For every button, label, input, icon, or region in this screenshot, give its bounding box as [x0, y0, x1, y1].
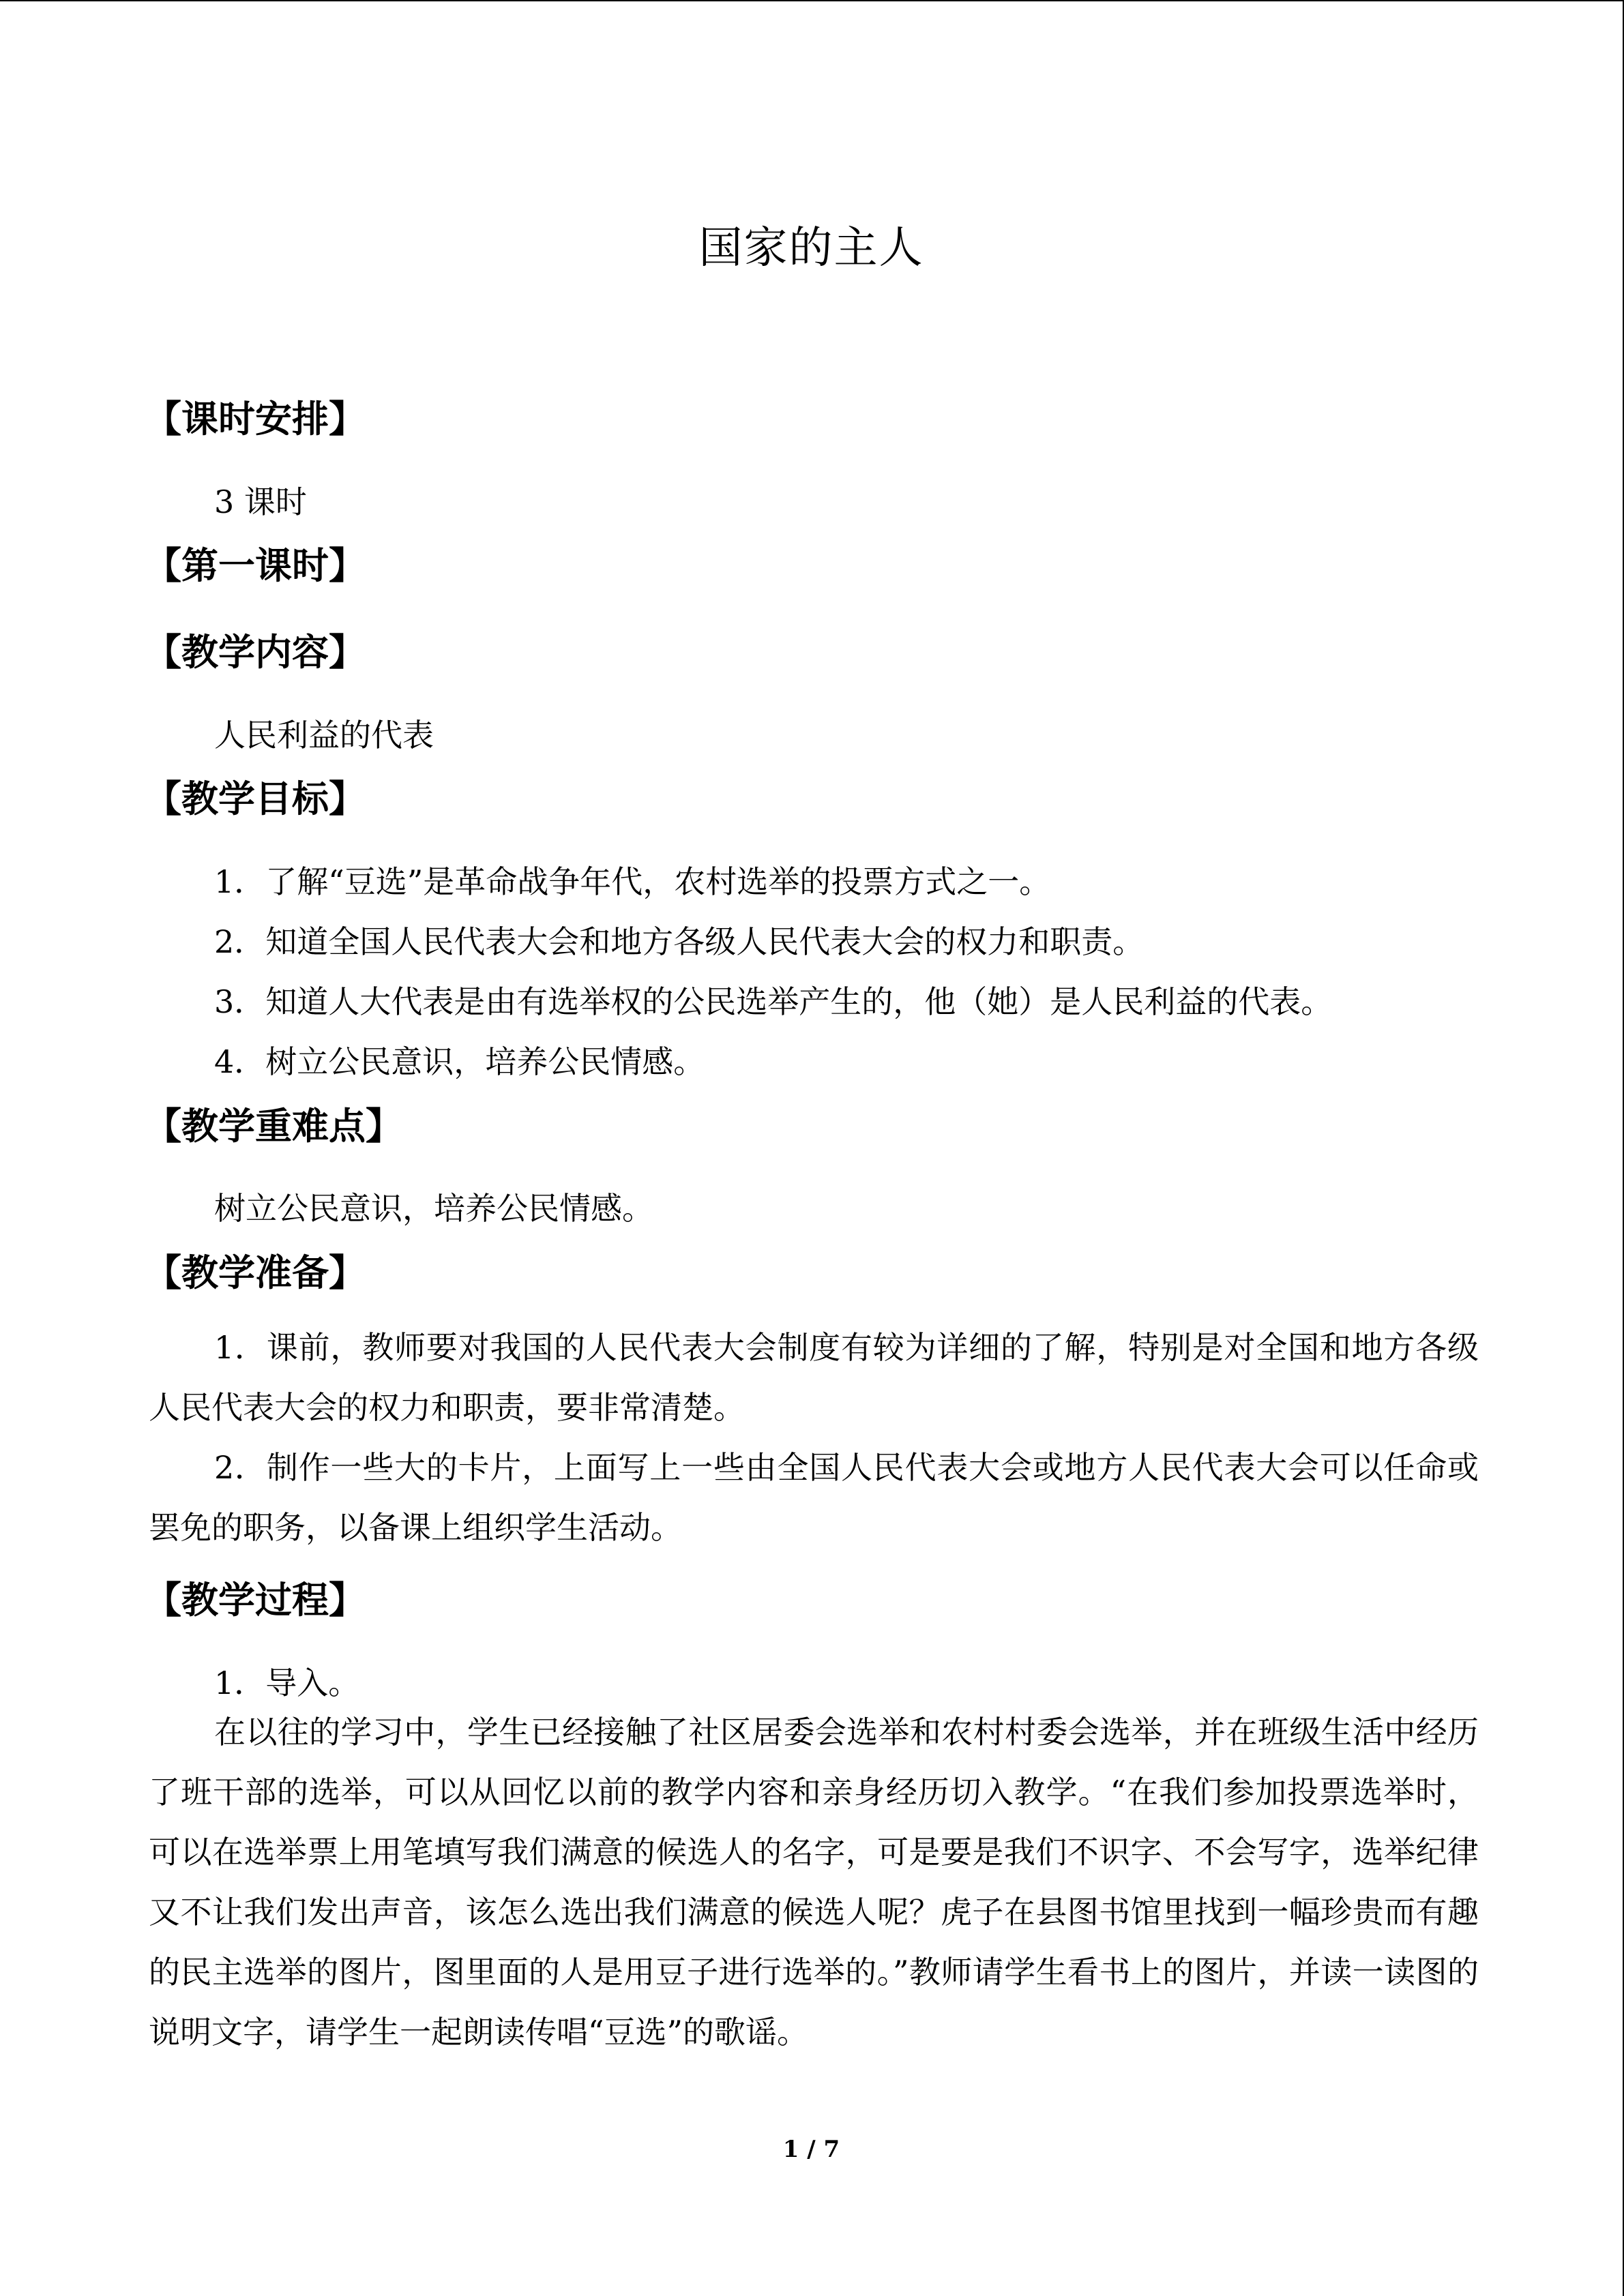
heading-schedule: 【课时安排】 [145, 398, 366, 441]
process-step-1: 1．导入。 [214, 1665, 360, 1701]
schedule-text: 3 课时 [214, 483, 307, 520]
heading-process: 【教学过程】 [145, 1579, 366, 1622]
heading-goals: 【教学目标】 [145, 777, 366, 820]
process-paragraph: 在以往的学习中，学生已经接触了社区居委会选举和农村村委会选举，并在班级生活中经历了班干部的选举，可以从回忆以前的教学内容和亲身经历切入教学。“在我们参加投票选举时，可以在选举票上用笔填写我们满意的候选人的名字，可是要是我们不识字、不会写字，选举纪律又不让我们发出声音，该怎么选出我们满意的候选人呢？虎子在县图书馆里找到一幅珍贵而有趣的民主选举的图片，图里面的人是用豆子进行选举的。”教师请学生看书上的图片，并读一读图的说明文字，请学生一起朗读传唱“豆选”的歌谣。 [149, 1714, 1479, 2051]
document-title: 国家的主人 [698, 223, 924, 273]
goal-item-3: 3．知道人大代表是由有选举权的公民选举产生的，他（她）是人民利益的代表。 [214, 983, 1333, 1020]
preparation-item-2: 2．制作一些大的卡片，上面写上一些由全国人民代表大会或地方人民代表大会可以任命或罢免的职务，以备课上组织学生活动。 [149, 1449, 1479, 1546]
page-number: 1 / 7 [782, 2136, 840, 2163]
heading-preparation: 【教学准备】 [145, 1251, 366, 1294]
goal-item-1: 1．了解“豆选”是革命战争年代，农村选举的投票方式之一。 [214, 863, 1051, 900]
preparation-item-1: 1．课前，教师要对我国的人民代表大会制度有较为详细的了解，特别是对全国和地方各级人民代表大会的权力和职责，要非常清楚。 [149, 1329, 1479, 1426]
heading-key-points: 【教学重难点】 [145, 1105, 402, 1148]
key-points-text: 树立公民意识，培养公民情感。 [214, 1190, 653, 1227]
goal-item-2: 2．知道全国人民代表大会和地方各级人民代表大会的权力和职责。 [214, 923, 1145, 960]
content-text: 人民利益的代表 [214, 717, 434, 754]
heading-content: 【教学内容】 [145, 631, 366, 674]
heading-lesson1: 【第一课时】 [145, 544, 366, 587]
goal-item-4: 4．树立公民意识，培养公民情感。 [214, 1043, 705, 1080]
